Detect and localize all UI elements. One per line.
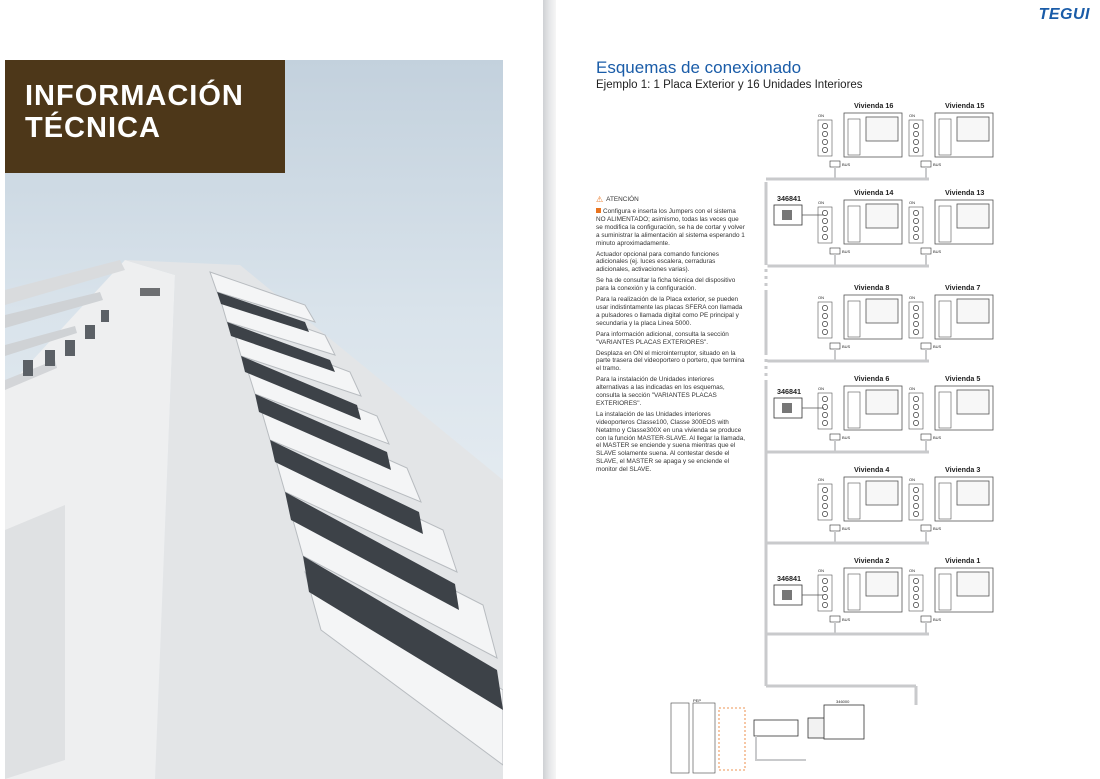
terminal-icon [913, 234, 918, 239]
vivienda-label: Vivienda 15 [945, 101, 985, 110]
handset [848, 206, 860, 242]
bus-terminal [921, 248, 931, 254]
vivienda-label: Vivienda 14 [854, 188, 894, 197]
note-item: Se ha de consultar la ficha técnica del dispositivo para la conexión y la configuración. [596, 277, 736, 293]
terminal-icon [822, 123, 827, 128]
terminal-icon [913, 495, 918, 500]
terminal-icon [913, 594, 918, 599]
terminal-icon [913, 503, 918, 508]
terminal-icon [913, 218, 918, 223]
terminal-icon [822, 404, 827, 409]
handset [939, 301, 951, 337]
terminal-icon [913, 226, 918, 231]
bus-terminal [830, 248, 840, 254]
terminal-icon [913, 487, 918, 492]
monitor-screen [957, 299, 989, 323]
power-supply [824, 705, 864, 739]
bus-terminal [830, 616, 840, 622]
terminal-icon [913, 586, 918, 591]
note-item: Para información adicional, consulta la sección "VARIANTES PLACAS EXTERIORES". [596, 330, 729, 346]
bus-terminal [921, 616, 931, 622]
switch-on-label: ON [818, 200, 824, 205]
terminal-icon [913, 321, 918, 326]
bus-terminal [830, 434, 840, 440]
terminal-icon [822, 495, 827, 500]
monitor-screen [866, 117, 898, 141]
note-item: Actuador opcional para comando funciones adicionales (ej. luces escalera, cerraduras adicionales, activaciones varias). [596, 250, 719, 274]
door-panel-camera [693, 703, 715, 773]
terminal-icon [822, 586, 827, 591]
note-item: La instalación de las Unidades interiores videoporteros Classe100, Classe 300EOS with Netatmo y Classe300X en una vivienda se produce con la función MASTER-SLAVE. Al llegar la llamada, el MASTER se enciende y suena mientras que el SLAVE solamente suena. Al contestar desde el SLAVE, el MASTER se apaga y se enciende el monitor del SLAVE. [596, 410, 746, 474]
handset [939, 119, 951, 155]
terminal-icon [913, 404, 918, 409]
handset [848, 301, 860, 337]
interface-module [754, 720, 798, 736]
switch-on-label: ON [909, 295, 915, 300]
switch-on-label: ON [909, 200, 915, 205]
bottom-wire [756, 736, 806, 760]
right-page [556, 0, 1100, 779]
terminal-icon [822, 226, 827, 231]
terminal-icon [822, 305, 827, 310]
vivienda-label: Vivienda 1 [945, 556, 981, 565]
monitor-screen [957, 204, 989, 228]
bus-label: BUS [842, 344, 851, 349]
terminal-icon [913, 602, 918, 607]
switch-on-label: ON [818, 477, 824, 482]
terminal-icon [822, 396, 827, 401]
brand-logo: TEGUI [1038, 6, 1090, 23]
distributor-chip [782, 590, 792, 600]
switch-on-label: ON [818, 568, 824, 573]
terminal-icon [913, 313, 918, 318]
page-title: Esquemas de conexionado [596, 58, 802, 77]
handset [939, 392, 951, 428]
bus-label: BUS [842, 162, 851, 167]
vivienda-label: Vivienda 4 [854, 465, 890, 474]
terminal-icon [822, 139, 827, 144]
bus-label: BUS [933, 344, 942, 349]
terminal-icon [913, 420, 918, 425]
monitor-screen [957, 117, 989, 141]
handset [848, 119, 860, 155]
bus-label: BUS [933, 435, 942, 440]
bus-label: BUS [933, 162, 942, 167]
vivienda-label: Vivienda 16 [854, 101, 894, 110]
vivienda-label: Vivienda 13 [945, 188, 985, 197]
handset [939, 574, 951, 610]
bus-terminal [921, 434, 931, 440]
terminal-icon [913, 131, 918, 136]
vivienda-label: Vivienda 5 [945, 374, 981, 383]
note-item: Desplaza en ON el microinterruptor, situado en la parte trasera del videoportero o portero, que termina el tramo. [596, 349, 745, 373]
distributor-chip [782, 210, 792, 220]
vivienda-label: Vivienda 7 [945, 283, 981, 292]
page-subtitle: Ejemplo 1: 1 Placa Exterior y 16 Unidades Interiores [596, 79, 863, 91]
terminal-icon [822, 147, 827, 152]
section-title-line2: TÉCNICA [25, 112, 161, 144]
terminal-icon [822, 487, 827, 492]
terminal-icon [822, 503, 827, 508]
distributor-label: 346841 [777, 387, 801, 396]
terminal-icon [913, 305, 918, 310]
switch-on-label: ON [909, 386, 915, 391]
note-item: Para la realización de la Placa exterior, se pueden usar indistintamente las placas SFERA con llamada a pulsadores o llamada digital como PE principal y secundaria y la placa Linea 5000. [596, 296, 743, 327]
panel-label: PEP [693, 698, 702, 703]
bus-label: BUS [842, 617, 851, 622]
monitor-screen [957, 481, 989, 505]
monitor-screen [866, 572, 898, 596]
terminal-icon [913, 123, 918, 128]
note-item: Configura e inserta los Jumpers con el sistema NO ALIMENTADO; asimismo, todas las veces que se modifica la configuración, se ha de cortar y volver a suministrar la alimentación al sistema esperando 1 minuto aproximadamente. [596, 208, 745, 247]
terminal-icon [822, 412, 827, 417]
vivienda-label: Vivienda 6 [854, 374, 890, 383]
bus-terminal [921, 525, 931, 531]
handset [939, 206, 951, 242]
monitor-screen [866, 481, 898, 505]
section-title-line1: INFORMACIÓN [25, 80, 244, 112]
monitor-screen [866, 204, 898, 228]
bus-terminal [830, 343, 840, 349]
terminal-icon [822, 602, 827, 607]
bus-terminal [830, 525, 840, 531]
terminal-icon [913, 412, 918, 417]
attention-label: ATENCIÓN [606, 196, 639, 204]
bus-label: BUS [933, 249, 942, 254]
terminal-icon [822, 511, 827, 516]
handset [939, 483, 951, 519]
warning-icon: ⚠ [596, 195, 604, 204]
bus-label: BUS [842, 435, 851, 440]
switch-on-label: ON [909, 477, 915, 482]
terminal-icon [822, 420, 827, 425]
terminal-icon [822, 578, 827, 583]
bus-label: BUS [933, 526, 942, 531]
distributor-label: 346841 [777, 194, 801, 203]
terminal-icon [822, 218, 827, 223]
monitor-screen [866, 299, 898, 323]
terminal-icon [913, 396, 918, 401]
terminal-icon [913, 329, 918, 334]
handset [848, 392, 860, 428]
terminal-icon [822, 329, 827, 334]
bus-label: BUS [933, 617, 942, 622]
bus-label: BUS [842, 526, 851, 531]
terminal-icon [913, 139, 918, 144]
left-page [0, 0, 543, 779]
switch-on-label: ON [909, 113, 915, 118]
terminal-icon [913, 147, 918, 152]
page-gutter [543, 0, 556, 779]
optional-panel [719, 708, 745, 770]
terminal-icon [913, 578, 918, 583]
power-supply-label: 346000 [836, 699, 850, 704]
terminal-icon [822, 321, 827, 326]
door-panel [671, 703, 689, 773]
switch-on-label: ON [818, 113, 824, 118]
terminal-icon [913, 511, 918, 516]
monitor-screen [957, 572, 989, 596]
terminal-icon [822, 131, 827, 136]
wiring-diagram [556, 0, 1100, 779]
terminal-icon [822, 234, 827, 239]
vivienda-label: Vivienda 3 [945, 465, 981, 474]
terminal-icon [913, 210, 918, 215]
switch-on-label: ON [909, 568, 915, 573]
switch-on-label: ON [818, 386, 824, 391]
handset [848, 483, 860, 519]
handset [848, 574, 860, 610]
vivienda-label: Vivienda 8 [854, 283, 890, 292]
bus-terminal [921, 343, 931, 349]
bus-terminal [830, 161, 840, 167]
distributor-chip [782, 403, 792, 413]
bus-label: BUS [842, 249, 851, 254]
bus-terminal [921, 161, 931, 167]
note-item: Para la instalación de Unidades interiores alternativas a las indicadas en los esquemas, consulta la sección "VARIANTES PLACAS EXTERIORES". [596, 376, 725, 407]
distributor-label: 346841 [777, 574, 801, 583]
switch-on-label: ON [818, 295, 824, 300]
vivienda-label: Vivienda 2 [854, 556, 890, 565]
monitor-screen [957, 390, 989, 414]
terminal-icon [822, 313, 827, 318]
section-title-box [5, 60, 285, 173]
monitor-screen [866, 390, 898, 414]
